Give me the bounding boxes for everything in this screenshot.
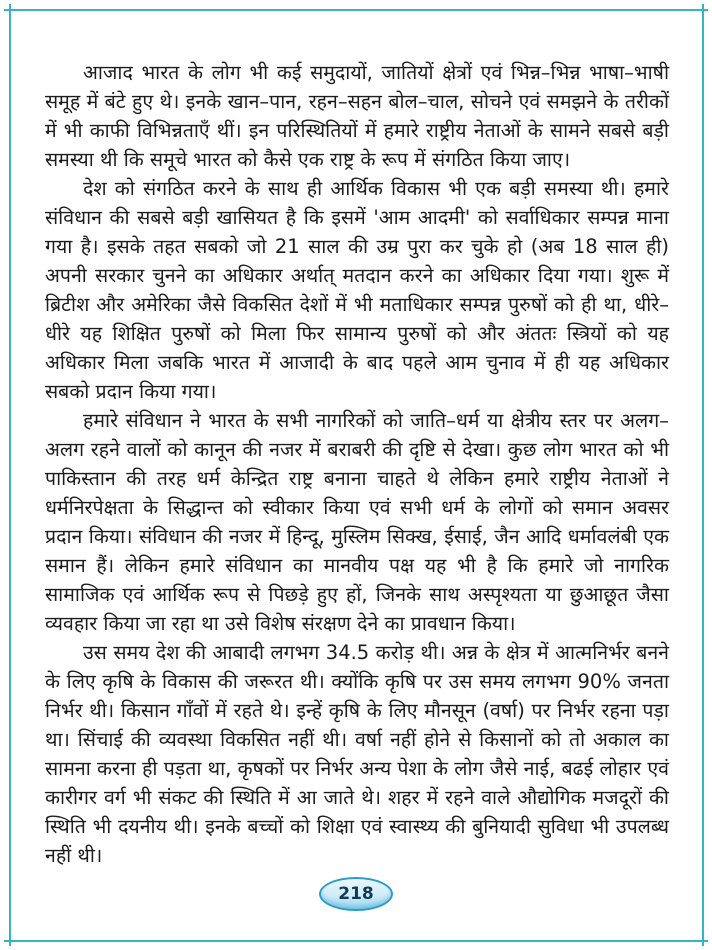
- page-number: 218: [338, 884, 374, 904]
- page-border-bottom: [4, 940, 708, 942]
- page-border-right: [702, 4, 704, 946]
- page-number-badge: [319, 877, 393, 911]
- paragraph-2: देश को संगठित करने के साथ ही आर्थिक विकास भी एक बड़ी समस्या थी। हमारे संविधान की सबसे बड़ी खासियत है कि इसमें 'आम आदमी' को सर्वाधिकार सम्पन्न माना गया है। इसके तहत सबको जो 21 साल की उम्र पुरा कर चुके हो (अब 18 साल ही) अपनी सरकार चुनने का अधिकार अर्थात् मतदान करने का अधिकार दिया गया। शुरू में ब्रिटीश और अमेरिका जैसे विकसित देशों में भी मताधिकार सम्पन्न पुरुषों को ही था, धीरे–धीरे यह शिक्षित पुरुषों को मिला फिर सामान्य पुरुषों को और अंततः स्त्रियों को यह अधिकार मिला जबकि भारत में आजादी के बाद पहले आम चुनाव में ही यह अधिकार सबको प्रदान किया गया।: [45, 177, 669, 403]
- page-border-top: [4, 9, 708, 11]
- page-border-left: [9, 4, 11, 946]
- page-text-block: [45, 58, 669, 870]
- paragraph-4: उस समय देश की आबादी लगभग 34.5 करोड़ थी। अन्न के क्षेत्र में आत्मनिर्भर बनने के लिए कृषि के विकास की जरूरत थी। क्योंकि कृषि पर उस समय लगभग 90% जनता निर्भर थी। किसान गाँवों में रहते थे। इन्हें कृषि के लिए मौनसून (वर्षा) पर निर्भर रहना पड़ा था। सिंचाई की व्यवस्था विकसित नहीं थी। वर्षा नहीं होने से किसानों को तो अकाल का सामना करना ही पड़ता था, कृषकों पर निर्भर अन्य पेशा के लोग जैसे नाई, बढई लोहार एवं कारीगर वर्ग भी संकट की स्थिति में आ जाते थे। शहर में रहने वाले औद्योगिक मजदूरों की स्थिति भी दयनीय थी। इनके बच्चों को शिक्षा एवं स्वास्थ्य की बुनियादी सुविधा भी उपलब्ध नहीं थी।: [45, 641, 669, 867]
- paragraph-3: हमारे संविधान ने भारत के सभी नागरिकों को जाति–धर्म या क्षेत्रीय स्तर पर अलग–अलग रहने वालों को कानून की नजर में बराबरी की दृष्टि से देखा। कुछ लोग भारत को भी पाकिस्तान की तरह धर्म केन्द्रित राष्ट्र बनाना चाहते थे लेकिन हमारे राष्ट्रीय नेताओं ने धर्मनिरपेक्षता के सिद्धान्त को स्वीकार किया एवं सभी धर्म के लोगों को समान अवसर प्रदान किया। संविधान की नजर में हिन्दू, मुस्लिम सिक्ख, ईसाई, जैन आदि धर्मावलंबी एक समान हैं। लेकिन हमारे संविधान का मानवीय पक्ष यह भी है कि हमारे जो नागरिक सामाजिक एवं आर्थिक रूप से पिछड़े हुए हों, जिनके साथ अस्पृश्यता या छुआछूत जैसा व्यवहार किया जा रहा था उसे विशेष संरक्षण देने का प्रावधान किया।: [45, 409, 669, 635]
- paragraph-1: आजाद भारत के लोग भी कई समुदायों, जातियों क्षेत्रों एवं भिन्न–भिन्न भाषा–भाषी समूह में बंटे हुए थे। इनके खान–पान, रहन–सहन बोल–चाल, सोचने एवं समझने के तरीकों में भी काफी विभिन्नताएँ थीं। इन परिस्थितियों में हमारे राष्ट्रीय नेताओं के सामने सबसे बड़ी समस्या थी कि समूचे भारत को कैसे एक राष्ट्र के रूप में संगठित किया जाए।: [45, 61, 669, 171]
